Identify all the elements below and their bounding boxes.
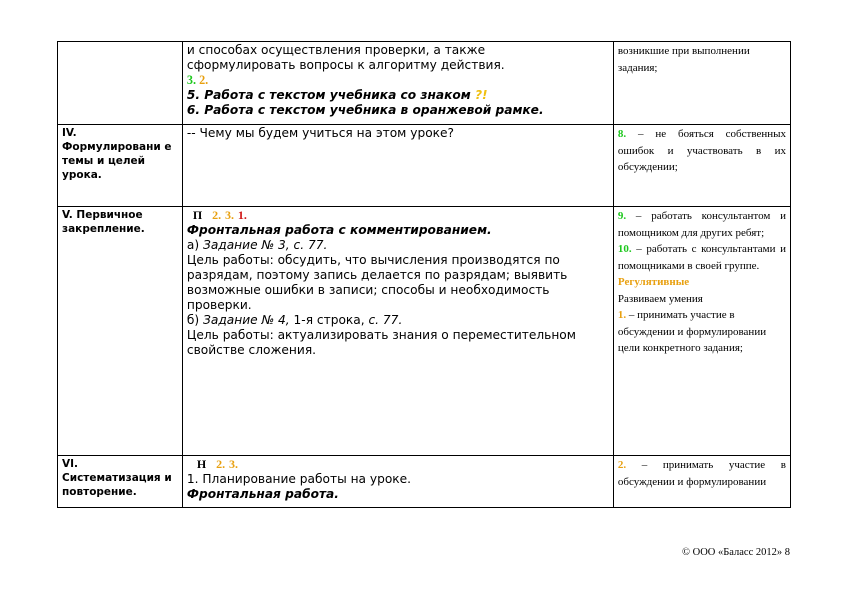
- skill-item: 9. – работать консультантом и помощником для других ребят;: [617, 210, 786, 239]
- task-b: б) Задание № 4, 1-я строка, с. 77.: [186, 313, 403, 327]
- frontal-line: Фронтальная работа.: [186, 487, 339, 501]
- marker-line: [187, 208, 609, 223]
- text-line: и способах осуществления проверки, а также: [186, 43, 486, 57]
- task-6: 6. Работа с текстом учебника в оранжевой рамке.: [186, 103, 544, 117]
- stage-cell: V. Первичное закрепление.: [58, 207, 183, 456]
- skill-number: 2.: [617, 459, 627, 471]
- content-cell: -- Чему мы будем учиться на этом уроке?: [182, 125, 613, 207]
- marker-orange: 2.: [216, 457, 226, 471]
- stage-cell: [58, 42, 183, 125]
- copyright-footer: © ООО «Баласс 2012» 8: [682, 547, 790, 558]
- task-a: а) Задание № 3, с. 77.: [186, 238, 328, 252]
- task-a-goal: Цель работы: обсудить, что вычисления производятся по разрядам, поэтому запись делается по разрядам; выявить возможные ошибки в записи; способы и необходимость проверки.: [186, 253, 568, 312]
- develop-label: Развиваем умения: [617, 292, 703, 305]
- text-line: сформулировать вопросы к алгоритму действия.: [186, 58, 505, 72]
- skills-cell: [613, 207, 790, 456]
- skill-text: – принимать участие в обсуждении и формулировании: [617, 459, 786, 488]
- task-5: 5. Работа с текстом учебника со знаком ?!: [186, 88, 488, 102]
- skill-item: 1. – принимать участие в обсуждении и формулировании цели конкретного задания;: [617, 309, 767, 354]
- content-cell: [182, 207, 613, 456]
- content-cell: [182, 456, 613, 508]
- marker-orange: 3.: [224, 208, 234, 222]
- marker-red: 1.: [237, 208, 247, 222]
- skill-item: 10. – работать с консультантами и помощниками в своей группе.: [617, 243, 786, 272]
- question-sign: ?!: [474, 88, 488, 102]
- plan-line: 1. Планирование работы на уроке.: [186, 472, 412, 486]
- content-cell: [182, 42, 613, 125]
- letter-marker: П: [192, 208, 203, 222]
- skill-number: 8.: [617, 128, 627, 140]
- table-row: [58, 42, 791, 125]
- stage-cell: IV. Формулировани е темы и целей урока.: [58, 125, 183, 207]
- letter-marker: Н: [196, 457, 207, 471]
- table-row: [58, 207, 791, 456]
- marker-orange: 3.: [228, 457, 238, 471]
- marker-orange: 2.: [199, 73, 209, 87]
- category-label: Регулятивные: [617, 276, 690, 288]
- skill-text: – не бояться собственных ошибок и участвовать в их обсуждении;: [617, 128, 786, 173]
- section-heading: Фронтальная работа с комментированием.: [186, 223, 492, 237]
- skills-cell: [613, 456, 790, 508]
- task-b-goal: Цель работы: актуализировать знания о переместительном свойстве сложения.: [186, 328, 576, 357]
- lesson-plan-table: [57, 41, 791, 508]
- marker-orange: 2.: [212, 208, 222, 222]
- table-row: [58, 456, 791, 508]
- number-markers: [187, 73, 609, 88]
- table-row: [58, 125, 791, 207]
- stage-cell: VI. Систематизация и повторение.: [58, 456, 183, 508]
- marker-green: 3.: [186, 73, 197, 87]
- skills-cell: возникшие при выполнении задания;: [613, 42, 790, 125]
- skills-cell: [613, 125, 790, 207]
- marker-line: [187, 457, 609, 472]
